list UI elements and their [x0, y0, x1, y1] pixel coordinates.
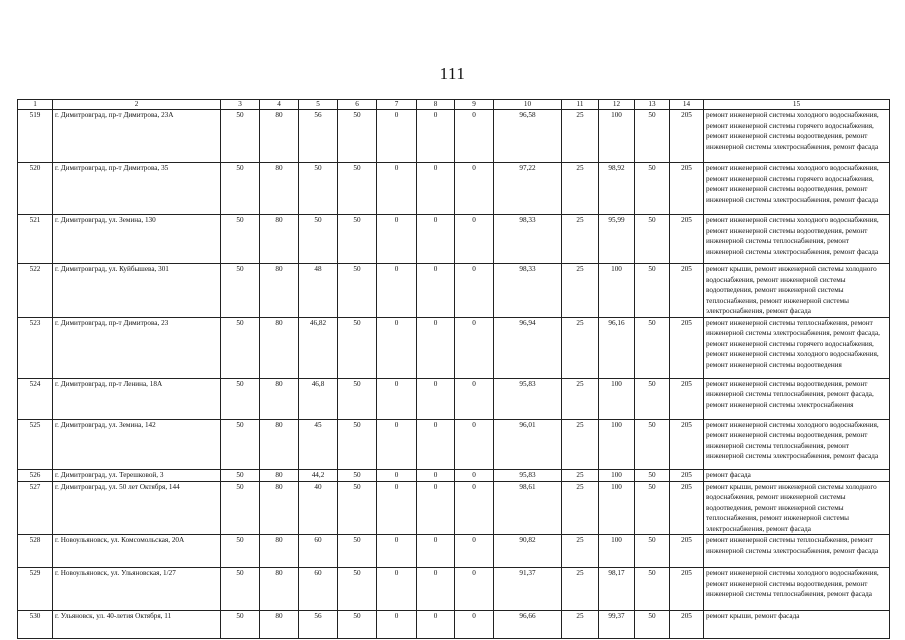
address-cell: г. Димитровград, ул. Земина, 130 [53, 215, 221, 264]
table-cell-col-14: 205 [670, 110, 704, 163]
column-header-3: 3 [221, 100, 260, 110]
repair-works-cell: ремонт инженерной системы холодного водоснабжения, ремонт инженерной системы горячего водоснабжения, ремонт инженерной системы водоотведения, ремонт инженерной системы электроснабжения, ремонт фасада [704, 163, 890, 215]
table-body [18, 110, 890, 639]
table-row [18, 317, 890, 378]
table-cell-col-4: 80 [260, 264, 299, 318]
table-cell-col-5: 60 [299, 535, 338, 568]
table-cell-col-9: 0 [455, 215, 494, 264]
table-cell-col-12: 96,16 [599, 317, 635, 378]
column-header-1: 1 [18, 100, 53, 110]
table-cell-col-11: 25 [562, 469, 599, 481]
address-cell: г. Новоульяновск, ул. Ульяновская, 1/27 [53, 568, 221, 611]
repair-works-cell: ремонт инженерной системы холодного водоснабжения, ремонт инженерной системы горячего водоснабжения, ремонт инженерной системы водоотведения, ремонт инженерной системы электроснабжения, ремонт фасада [704, 110, 890, 163]
table-row [18, 163, 890, 215]
table-cell-col-11: 25 [562, 611, 599, 639]
column-header-15: 15 [704, 100, 890, 110]
table-row [18, 611, 890, 639]
repair-works-cell: ремонт инженерной системы теплоснабжения, ремонт инженерной системы электроснабжения, ремонт фасада, ремонт инженерной системы горячего водоснабжения, ремонт инженерной системы холодного водоснабжения, ремонт инженерной системы водоотведения [704, 317, 890, 378]
table-cell-col-4: 80 [260, 481, 299, 535]
table-cell-col-1: 523 [18, 317, 53, 378]
table-cell-col-4: 80 [260, 419, 299, 469]
table-cell-col-1: 528 [18, 535, 53, 568]
table-cell-col-10: 95,83 [494, 469, 562, 481]
table-cell-col-9: 0 [455, 611, 494, 639]
table-row [18, 568, 890, 611]
table-cell-col-12: 95,99 [599, 215, 635, 264]
table-cell-col-13: 50 [635, 317, 670, 378]
table-cell-col-6: 50 [338, 535, 377, 568]
table-cell-col-12: 100 [599, 481, 635, 535]
table-cell-col-12: 100 [599, 535, 635, 568]
address-cell: г. Димитровград, ул. 50 лет Октября, 144 [53, 481, 221, 535]
table-cell-col-14: 205 [670, 469, 704, 481]
table-cell-col-8: 0 [417, 481, 455, 535]
table-cell-col-13: 50 [635, 568, 670, 611]
table-cell-col-8: 0 [417, 317, 455, 378]
table-cell-col-7: 0 [377, 378, 417, 419]
table-row [18, 419, 890, 469]
table-cell-col-6: 50 [338, 611, 377, 639]
table-cell-col-5: 46,82 [299, 317, 338, 378]
column-header-4: 4 [260, 100, 299, 110]
table-cell-col-7: 0 [377, 264, 417, 318]
column-header-8: 8 [417, 100, 455, 110]
table-cell-col-9: 0 [455, 163, 494, 215]
table-cell-col-10: 95,83 [494, 378, 562, 419]
table-cell-col-14: 205 [670, 215, 704, 264]
table-cell-col-3: 50 [221, 110, 260, 163]
address-cell: г. Димитровград, ул. Куйбышева, 301 [53, 264, 221, 318]
address-cell: г. Ульяновск, ул. 40-летия Октября, 11 [53, 611, 221, 639]
address-cell: г. Димитровград, пр-т Димитрова, 23А [53, 110, 221, 163]
table-cell-col-11: 25 [562, 535, 599, 568]
table-cell-col-14: 205 [670, 163, 704, 215]
table-cell-col-1: 526 [18, 469, 53, 481]
table-cell-col-14: 205 [670, 481, 704, 535]
table-cell-col-7: 0 [377, 535, 417, 568]
table-cell-col-3: 50 [221, 215, 260, 264]
table-cell-col-13: 50 [635, 481, 670, 535]
address-cell: г. Димитровград, пр-т Димитрова, 35 [53, 163, 221, 215]
table-cell-col-14: 205 [670, 264, 704, 318]
table-cell-col-10: 96,66 [494, 611, 562, 639]
table-cell-col-4: 80 [260, 469, 299, 481]
table-cell-col-6: 50 [338, 215, 377, 264]
table-cell-col-5: 46,8 [299, 378, 338, 419]
registry-table [17, 99, 890, 639]
repair-works-cell: ремонт крыши, ремонт инженерной системы холодного водоснабжения, ремонт инженерной системы водоотведения, ремонт инженерной системы теплоснабжения, ремонт инженерной системы электроснабжения, ремонт фасада [704, 264, 890, 318]
table-cell-col-12: 100 [599, 378, 635, 419]
column-header-13: 13 [635, 100, 670, 110]
table-cell-col-3: 50 [221, 535, 260, 568]
repair-works-cell: ремонт инженерной системы холодного водоснабжения, ремонт инженерной системы водоотведения, ремонт инженерной системы теплоснабжения, ремонт инженерной системы электроснабжения, ремонт фасада [704, 215, 890, 264]
table-cell-col-5: 56 [299, 110, 338, 163]
table-cell-col-11: 25 [562, 110, 599, 163]
table-row [18, 264, 890, 318]
table-cell-col-5: 50 [299, 215, 338, 264]
table-cell-col-3: 50 [221, 611, 260, 639]
repair-works-cell: ремонт фасада [704, 469, 890, 481]
table-cell-col-10: 91,37 [494, 568, 562, 611]
table-row [18, 110, 890, 163]
table-cell-col-4: 80 [260, 611, 299, 639]
table-cell-col-14: 205 [670, 535, 704, 568]
table-row [18, 215, 890, 264]
table-cell-col-1: 524 [18, 378, 53, 419]
table-cell-col-8: 0 [417, 215, 455, 264]
repair-works-cell: ремонт крыши, ремонт инженерной системы холодного водоснабжения, ремонт инженерной системы водоотведения, ремонт инженерной системы теплоснабжения, ремонт инженерной системы электроснабжения, ремонт фасада [704, 481, 890, 535]
table-cell-col-10: 90,82 [494, 535, 562, 568]
table-cell-col-10: 98,61 [494, 481, 562, 535]
table-cell-col-10: 96,94 [494, 317, 562, 378]
table-cell-col-5: 56 [299, 611, 338, 639]
table-cell-col-10: 97,22 [494, 163, 562, 215]
table-cell-col-1: 521 [18, 215, 53, 264]
table-cell-col-9: 0 [455, 481, 494, 535]
repair-works-cell: ремонт инженерной системы холодного водоснабжения, ремонт инженерной системы водоотведения, ремонт инженерной системы теплоснабжения, ремонт фасада [704, 568, 890, 611]
column-header-5: 5 [299, 100, 338, 110]
table-cell-col-1: 522 [18, 264, 53, 318]
table-cell-col-6: 50 [338, 317, 377, 378]
table-header-row [18, 100, 890, 110]
table-cell-col-9: 0 [455, 419, 494, 469]
column-header-7: 7 [377, 100, 417, 110]
table-cell-col-8: 0 [417, 611, 455, 639]
column-header-11: 11 [562, 100, 599, 110]
table-cell-col-9: 0 [455, 535, 494, 568]
table-cell-col-9: 0 [455, 264, 494, 318]
table-cell-col-1: 527 [18, 481, 53, 535]
table-cell-col-3: 50 [221, 264, 260, 318]
table-cell-col-1: 525 [18, 419, 53, 469]
table-cell-col-13: 50 [635, 535, 670, 568]
table-cell-col-5: 48 [299, 264, 338, 318]
table-cell-col-13: 50 [635, 419, 670, 469]
table-cell-col-8: 0 [417, 469, 455, 481]
table-cell-col-8: 0 [417, 163, 455, 215]
address-cell: г. Новоульяновск, ул. Комсомольская, 20А [53, 535, 221, 568]
table-cell-col-1: 519 [18, 110, 53, 163]
table-cell-col-5: 60 [299, 568, 338, 611]
table-cell-col-10: 98,33 [494, 264, 562, 318]
table-cell-col-3: 50 [221, 378, 260, 419]
table-cell-col-10: 96,01 [494, 419, 562, 469]
table-cell-col-12: 98,92 [599, 163, 635, 215]
table-cell-col-14: 205 [670, 317, 704, 378]
table-cell-col-13: 50 [635, 163, 670, 215]
table-cell-col-7: 0 [377, 163, 417, 215]
column-header-2: 2 [53, 100, 221, 110]
table-cell-col-8: 0 [417, 264, 455, 318]
table-cell-col-4: 80 [260, 378, 299, 419]
column-header-12: 12 [599, 100, 635, 110]
table-cell-col-6: 50 [338, 264, 377, 318]
table-cell-col-5: 40 [299, 481, 338, 535]
table-cell-col-13: 50 [635, 378, 670, 419]
repair-works-cell: ремонт крыши, ремонт фасада [704, 611, 890, 639]
column-header-6: 6 [338, 100, 377, 110]
table-cell-col-3: 50 [221, 469, 260, 481]
table-cell-col-3: 50 [221, 317, 260, 378]
table-row [18, 481, 890, 535]
table-row [18, 535, 890, 568]
table-cell-col-13: 50 [635, 611, 670, 639]
table-row [18, 378, 890, 419]
table-cell-col-6: 50 [338, 481, 377, 535]
table-cell-col-12: 100 [599, 264, 635, 318]
table-cell-col-7: 0 [377, 419, 417, 469]
table-cell-col-9: 0 [455, 378, 494, 419]
table-cell-col-7: 0 [377, 611, 417, 639]
table-cell-col-7: 0 [377, 481, 417, 535]
table-cell-col-3: 50 [221, 568, 260, 611]
table-cell-col-13: 50 [635, 264, 670, 318]
table-cell-col-9: 0 [455, 469, 494, 481]
table-cell-col-6: 50 [338, 378, 377, 419]
table-cell-col-5: 50 [299, 163, 338, 215]
table-cell-col-11: 25 [562, 317, 599, 378]
column-header-14: 14 [670, 100, 704, 110]
table-cell-col-14: 205 [670, 378, 704, 419]
table-cell-col-9: 0 [455, 110, 494, 163]
table-row [18, 469, 890, 481]
table-cell-col-7: 0 [377, 469, 417, 481]
table-cell-col-4: 80 [260, 317, 299, 378]
table-cell-col-13: 50 [635, 215, 670, 264]
table-cell-col-11: 25 [562, 264, 599, 318]
table-cell-col-1: 529 [18, 568, 53, 611]
table-cell-col-4: 80 [260, 568, 299, 611]
address-cell: г. Димитровград, ул. Терешковой, 3 [53, 469, 221, 481]
column-header-10: 10 [494, 100, 562, 110]
table-cell-col-7: 0 [377, 110, 417, 163]
address-cell: г. Димитровград, пр-т Димитрова, 23 [53, 317, 221, 378]
table-cell-col-8: 0 [417, 110, 455, 163]
table-cell-col-6: 50 [338, 110, 377, 163]
table-cell-col-7: 0 [377, 215, 417, 264]
table-cell-col-14: 205 [670, 419, 704, 469]
table-cell-col-11: 25 [562, 568, 599, 611]
table-cell-col-11: 25 [562, 163, 599, 215]
table-cell-col-13: 50 [635, 110, 670, 163]
table-cell-col-11: 25 [562, 215, 599, 264]
table-cell-col-11: 25 [562, 481, 599, 535]
table-cell-col-8: 0 [417, 419, 455, 469]
repair-works-cell: ремонт инженерной системы теплоснабжения, ремонт инженерной системы электроснабжения, ремонт фасада [704, 535, 890, 568]
table-cell-col-12: 100 [599, 110, 635, 163]
table-cell-col-6: 50 [338, 419, 377, 469]
column-header-9: 9 [455, 100, 494, 110]
table-cell-col-4: 80 [260, 215, 299, 264]
table-cell-col-11: 25 [562, 378, 599, 419]
table-cell-col-6: 50 [338, 568, 377, 611]
table-cell-col-6: 50 [338, 469, 377, 481]
table-cell-col-1: 520 [18, 163, 53, 215]
table-cell-col-13: 50 [635, 469, 670, 481]
table-cell-col-10: 98,33 [494, 215, 562, 264]
table-cell-col-5: 44,2 [299, 469, 338, 481]
table-cell-col-11: 25 [562, 419, 599, 469]
table-cell-col-12: 100 [599, 419, 635, 469]
table-cell-col-3: 50 [221, 163, 260, 215]
table-cell-col-9: 0 [455, 317, 494, 378]
table-cell-col-3: 50 [221, 481, 260, 535]
repair-works-cell: ремонт инженерной системы холодного водоснабжения, ремонт инженерной системы водоотведения, ремонт инженерной системы теплоснабжения, ремонт инженерной системы электроснабжения, ремонт фасада [704, 419, 890, 469]
table-cell-col-6: 50 [338, 163, 377, 215]
address-cell: г. Димитровград, ул. Земина, 142 [53, 419, 221, 469]
table-cell-col-3: 50 [221, 419, 260, 469]
registry-table-wrapper [17, 99, 890, 639]
table-cell-col-5: 45 [299, 419, 338, 469]
table-cell-col-4: 80 [260, 110, 299, 163]
table-cell-col-8: 0 [417, 378, 455, 419]
table-cell-col-4: 80 [260, 535, 299, 568]
table-cell-col-14: 205 [670, 611, 704, 639]
table-cell-col-4: 80 [260, 163, 299, 215]
address-cell: г. Димитровград, пр-т Ленина, 18А [53, 378, 221, 419]
table-cell-col-1: 530 [18, 611, 53, 639]
table-cell-col-9: 0 [455, 568, 494, 611]
table-cell-col-10: 96,58 [494, 110, 562, 163]
table-cell-col-8: 0 [417, 535, 455, 568]
table-cell-col-14: 205 [670, 568, 704, 611]
table-cell-col-7: 0 [377, 568, 417, 611]
table-cell-col-12: 99,37 [599, 611, 635, 639]
table-cell-col-12: 98,17 [599, 568, 635, 611]
repair-works-cell: ремонт инженерной системы водоотведения, ремонт инженерной системы теплоснабжения, ремонт фасада, ремонт инженерной системы электроснабжения [704, 378, 890, 419]
table-cell-col-12: 100 [599, 469, 635, 481]
table-cell-col-7: 0 [377, 317, 417, 378]
table-cell-col-8: 0 [417, 568, 455, 611]
page-number: 111 [439, 64, 466, 83]
